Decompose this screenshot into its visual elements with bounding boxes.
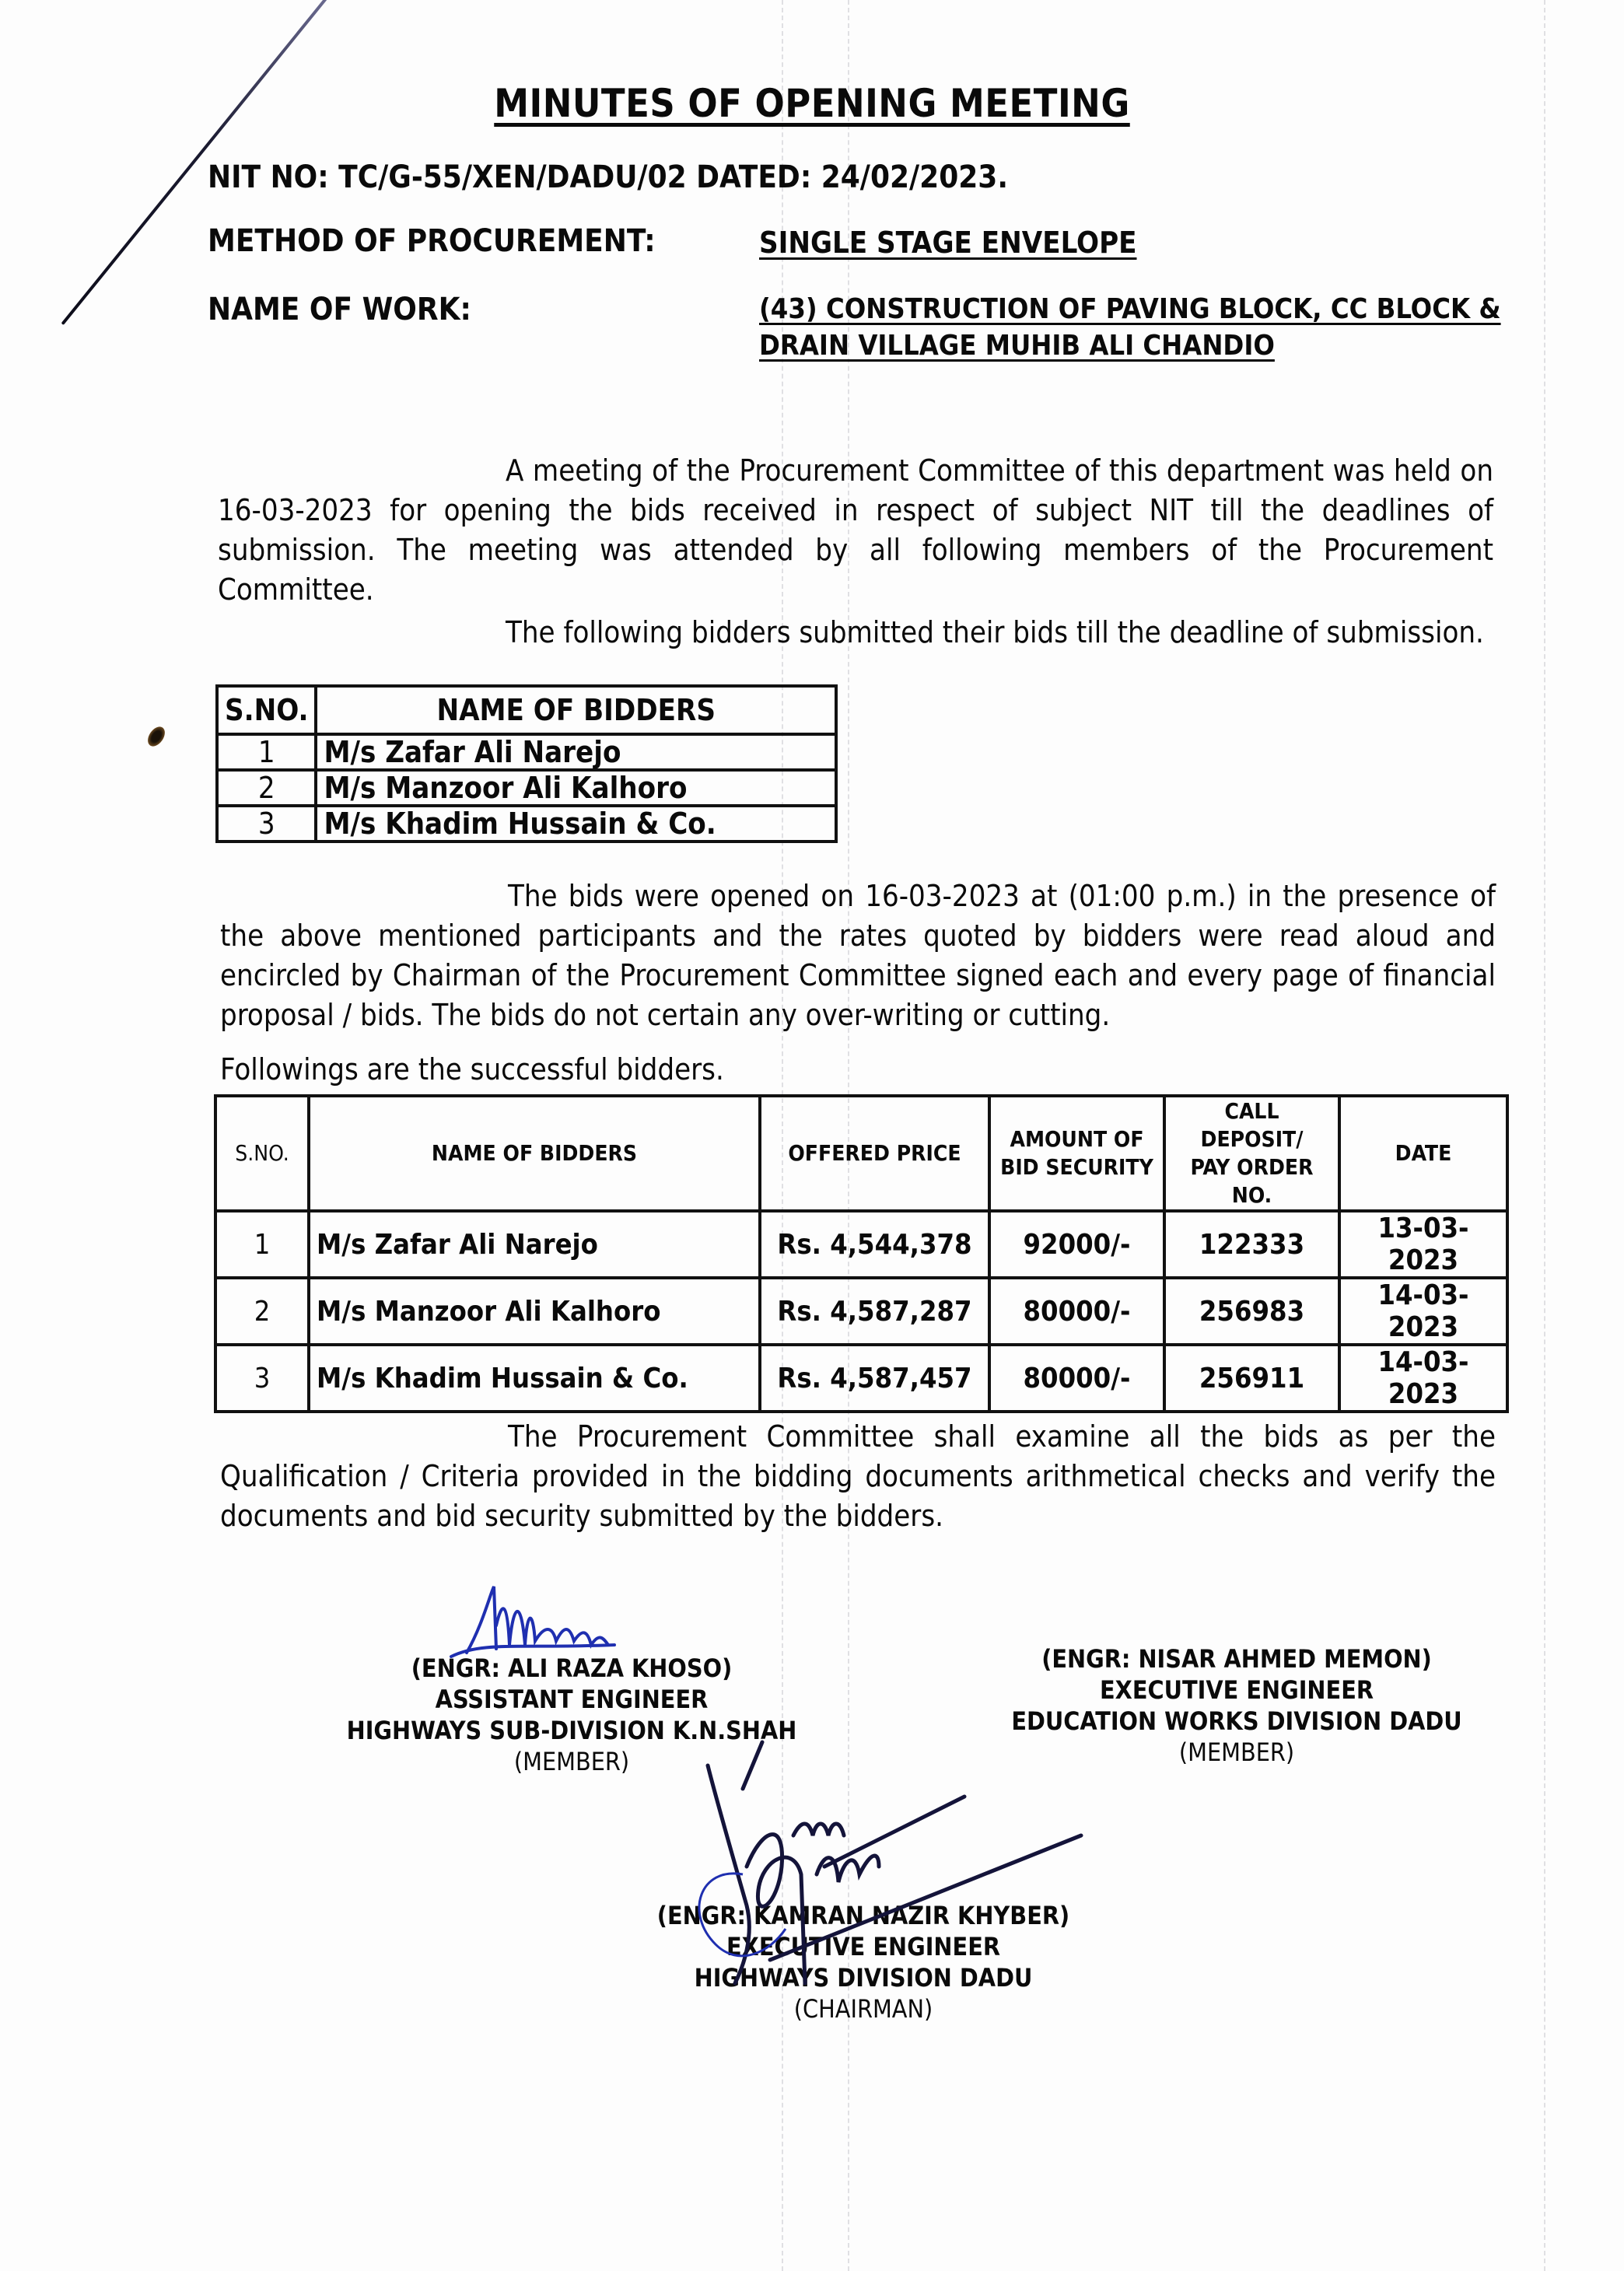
row-offered-price: Rs. 4,544,378 <box>760 1211 989 1278</box>
table-header-row <box>217 686 836 734</box>
row-pay-order: 122333 <box>1164 1211 1339 1278</box>
bidders-intro: The following bidders submitted their bids till the deadline of submission. <box>506 615 1484 649</box>
signatory-name: (ENGR: ALI RAZA KHOSO) <box>411 1653 733 1683</box>
nit-number: NIT NO: TC/G-55/XEN/DADU/02 DATED: 24/02/2023. <box>208 159 1009 195</box>
header-sno: S.NO. <box>217 686 316 734</box>
row-sno: 1 <box>217 734 316 770</box>
row-sno: 2 <box>217 770 316 806</box>
signatory-name: (ENGR: NISAR AHMED MEMON) <box>1041 1644 1432 1674</box>
work-value-line1: (43) CONSTRUCTION OF PAVING BLOCK, CC BLOCK & <box>759 293 1501 325</box>
signatory-designation: ASSISTANT ENGINEER <box>435 1685 709 1714</box>
meeting-paragraph: A meeting of the Procurement Committee of this department was held on 16-03-2023 for opening the bids received in respect of subject NIT till the deadlines of submission. The meeting was attended by all following members of the Procurement Committee. <box>218 453 1493 607</box>
header-sno: S.NO. <box>215 1096 309 1211</box>
work-label: NAME OF WORK: <box>208 292 471 327</box>
row-date: 14-03-2023 <box>1339 1278 1507 1345</box>
table-row <box>215 1211 1507 1278</box>
header-offered-price: OFFERED PRICE <box>760 1096 989 1211</box>
table-row <box>215 1278 1507 1345</box>
row-pay-order: 256911 <box>1164 1345 1339 1412</box>
table-row <box>217 806 836 842</box>
row-bidder-name: M/s Khadim Hussain & Co. <box>309 1345 760 1412</box>
row-offered-price: Rs. 4,587,287 <box>760 1278 989 1345</box>
row-bidder-name: M/s Zafar Ali Narejo <box>309 1211 760 1278</box>
header-pay-order: CALL DEPOSIT/ PAY ORDER NO. <box>1164 1096 1339 1211</box>
row-offered-price: Rs. 4,587,457 <box>760 1345 989 1412</box>
paper-fold-line <box>1544 0 1545 2271</box>
signatory-office: EDUCATION WORKS DIVISION DADU <box>1011 1706 1462 1736</box>
row-sno: 3 <box>215 1345 309 1412</box>
signatory-role: (MEMBER) <box>513 1747 630 1776</box>
row-date: 14-03-2023 <box>1339 1345 1507 1412</box>
signatory-name: (ENGR: KAMRAN NAZIR KHYBER) <box>656 1901 1070 1930</box>
row-bidder-name: M/s Manzoor Ali Kalhoro <box>309 1278 760 1345</box>
signatory-office: HIGHWAYS DIVISION DADU <box>694 1963 1033 1993</box>
row-sno: 1 <box>215 1211 309 1278</box>
signature-left <box>436 1579 669 1664</box>
header-date: DATE <box>1339 1096 1507 1211</box>
method-value: SINGLE STAGE ENVELOPE <box>759 226 1137 260</box>
signatory-role: (MEMBER) <box>1178 1737 1295 1767</box>
opening-paragraph: The bids were opened on 16-03-2023 at (01:00 p.m.) in the presence of the above mentioned participants and the rates quoted by bidders were read aloud and encircled by Chairman of the Procurement Committee signed each and every page of financial proposal / bids. The bids do not certain any over-writing or cutting. <box>220 879 1496 1032</box>
row-bidder-name: M/s Manzoor Ali Kalhoro <box>316 770 836 806</box>
row-sno: 2 <box>215 1278 309 1345</box>
table-header-row <box>215 1096 1507 1211</box>
examination-paragraph: The Procurement Committee shall examine all the bids as per the Qualification / Criteria provided in the bidding documents arithmetical checks and verify the documents and bid security submitted by the bidders. <box>220 1419 1496 1533</box>
method-label: METHOD OF PROCUREMENT: <box>208 223 656 259</box>
header-bid-security: AMOUNT OF BID SECURITY <box>989 1096 1164 1211</box>
row-bid-security: 80000/- <box>989 1278 1164 1345</box>
row-date: 13-03-2023 <box>1339 1211 1507 1278</box>
header-name: NAME OF BIDDERS <box>309 1096 760 1211</box>
ink-smudge <box>145 723 169 749</box>
header-name: NAME OF BIDDERS <box>316 686 836 734</box>
row-bid-security: 92000/- <box>989 1211 1164 1278</box>
row-pay-order: 256983 <box>1164 1278 1339 1345</box>
signatory-office: HIGHWAYS SUB-DIVISION K.N.SHAH <box>346 1716 797 1745</box>
table-row <box>215 1345 1507 1412</box>
bidders-table <box>215 684 838 843</box>
work-value-line2: DRAIN VILLAGE MUHIB ALI CHANDIO <box>759 330 1275 362</box>
signatory-designation: EXECUTIVE ENGINEER <box>726 1932 1001 1961</box>
successful-intro: Followings are the successful bidders. <box>220 1052 724 1087</box>
signatory-designation: EXECUTIVE ENGINEER <box>1099 1675 1374 1705</box>
document-title: MINUTES OF OPENING MEETING <box>494 81 1130 126</box>
table-row <box>217 770 836 806</box>
signature-chairman <box>669 1734 1104 1991</box>
row-bidder-name: M/s Zafar Ali Narejo <box>316 734 836 770</box>
signatory-role: (CHAIRMAN) <box>793 1994 933 2024</box>
row-bidder-name: M/s Khadim Hussain & Co. <box>316 806 836 842</box>
row-bid-security: 80000/- <box>989 1345 1164 1412</box>
table-row <box>217 734 836 770</box>
row-sno: 3 <box>217 806 316 842</box>
successful-bidders-table <box>214 1094 1509 1413</box>
